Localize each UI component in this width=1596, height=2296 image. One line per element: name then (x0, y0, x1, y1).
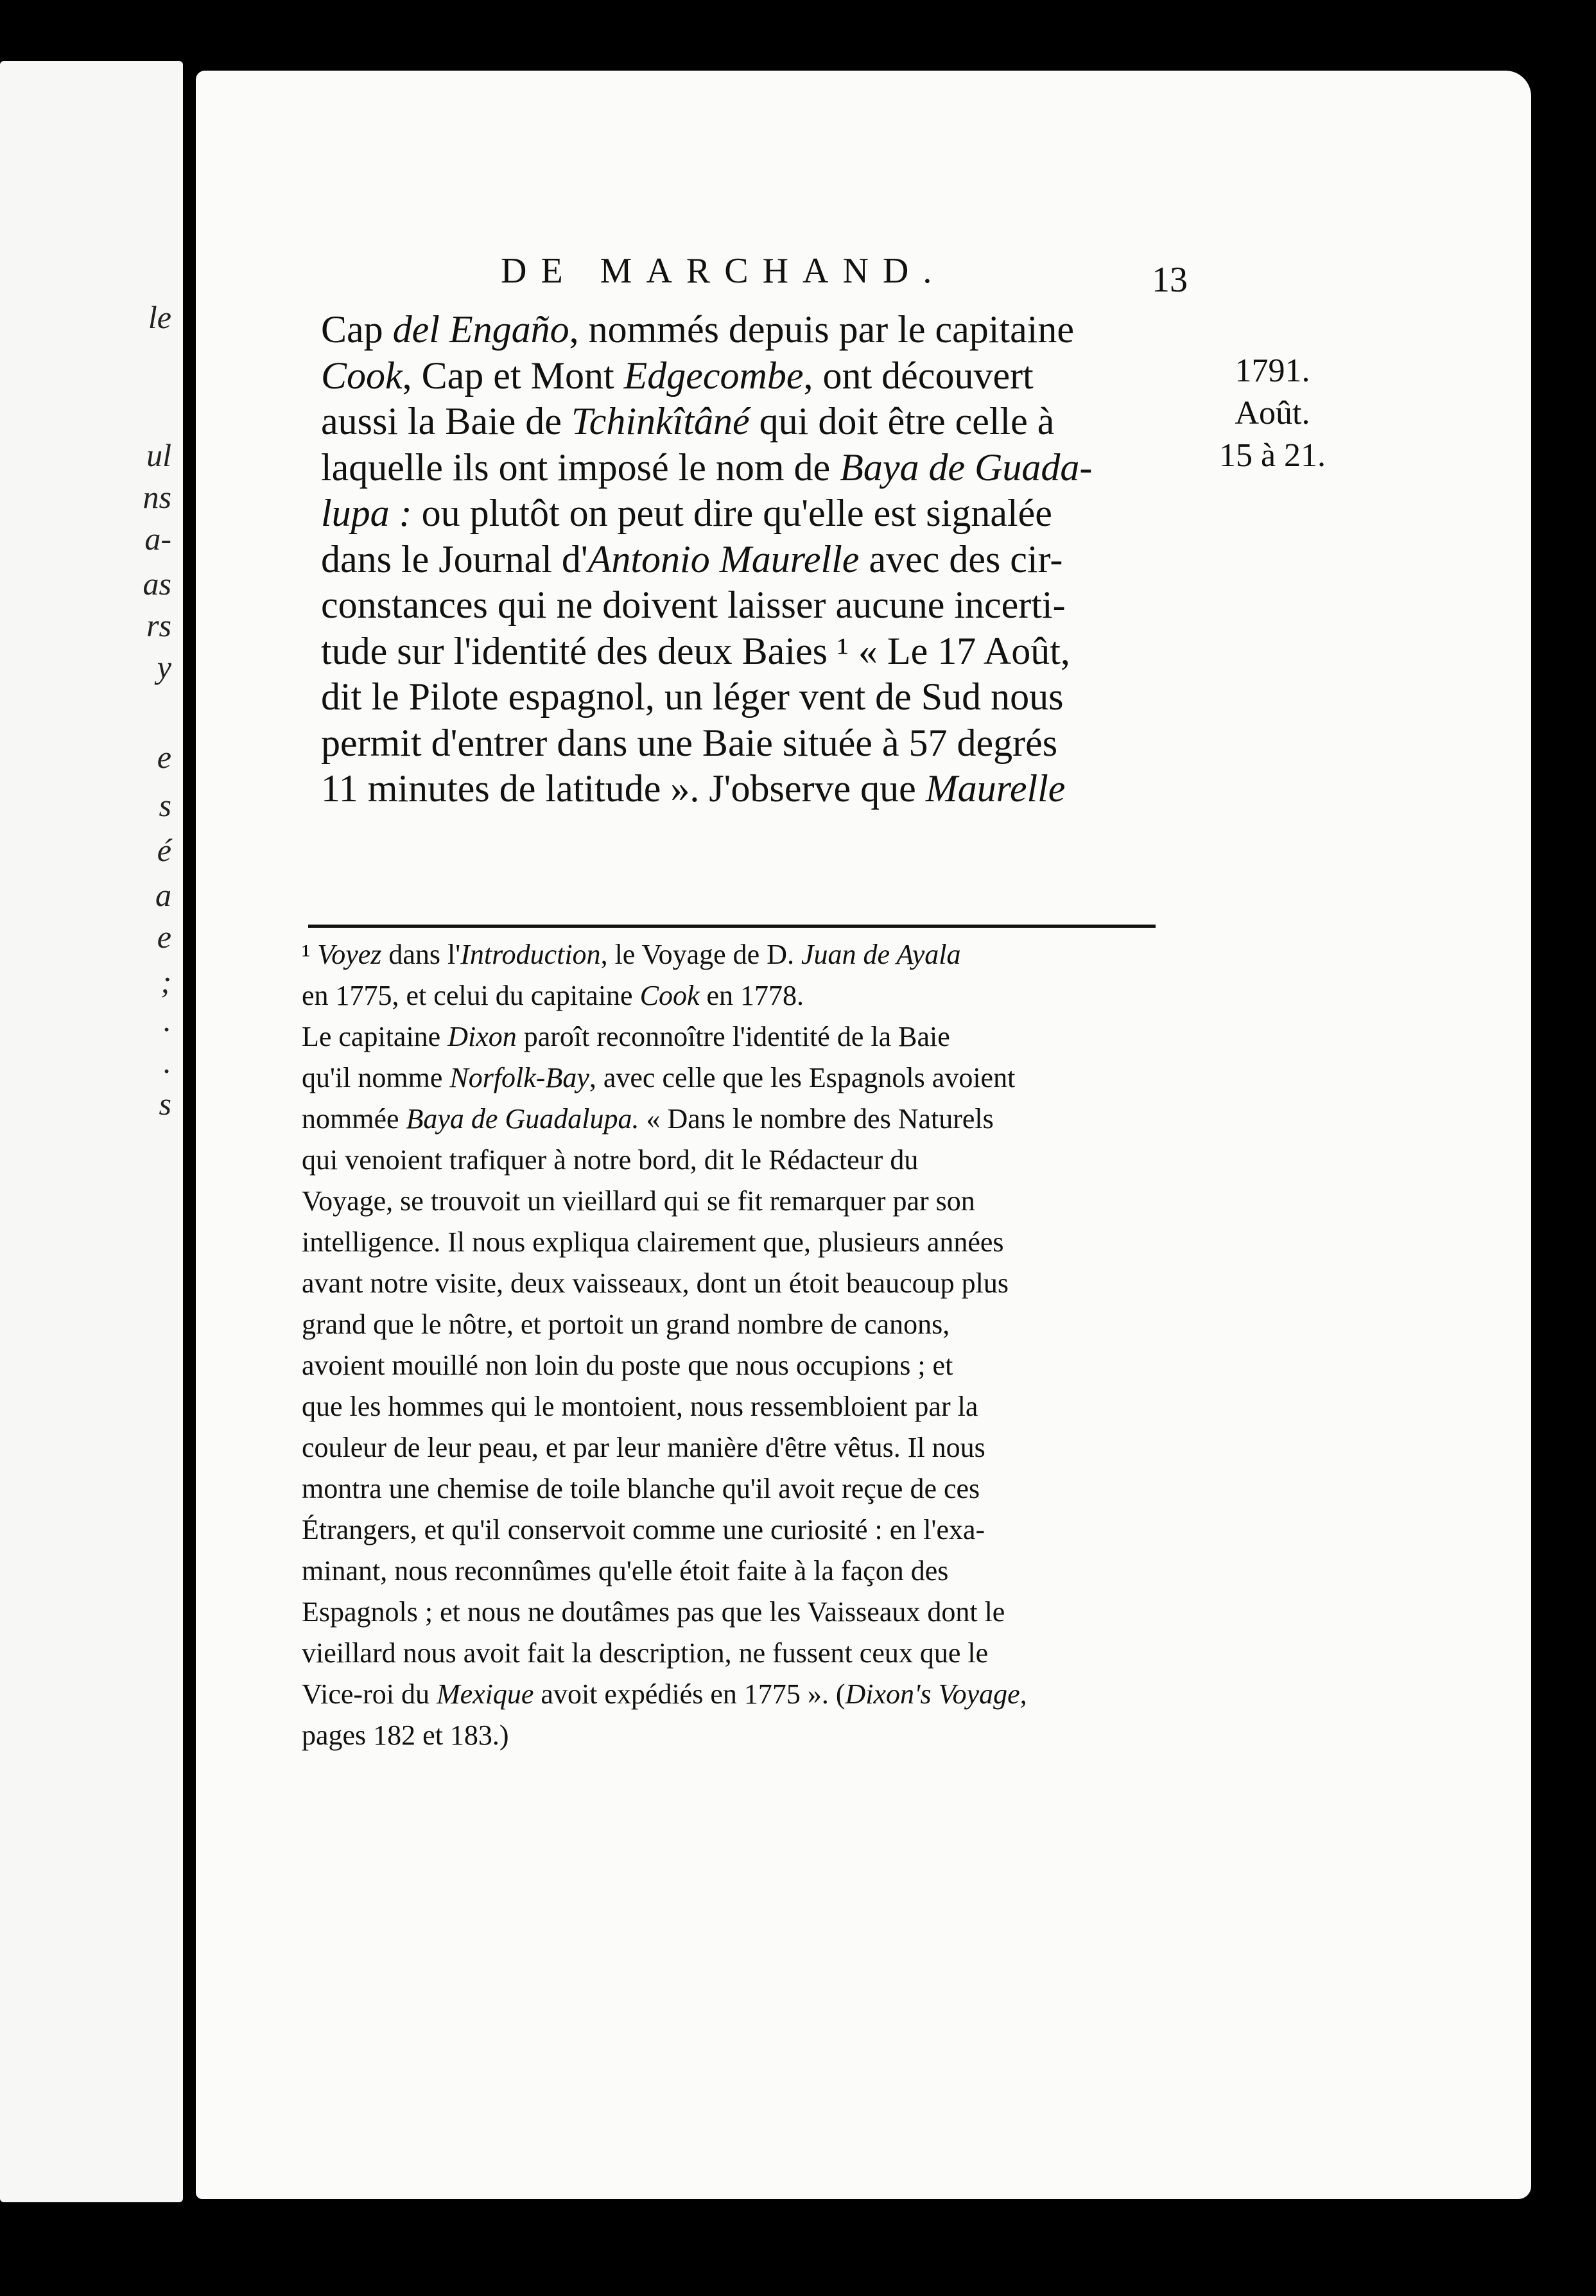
text-run: minant, nous reconnûmes qu'elle étoit faite à la façon des (302, 1555, 949, 1587)
text-run: Le capitaine (302, 1021, 448, 1052)
italic-text: Juan de Ayala (801, 939, 961, 970)
italic-text: Maurelle (925, 767, 1066, 810)
text-run: dans le Journal d' (321, 537, 588, 580)
text-run: pages 182 et 183.) (302, 1719, 509, 1751)
footnote-line (302, 1222, 1162, 1263)
footnote-line (302, 1057, 1162, 1099)
footnote-line (302, 1304, 1162, 1345)
body-line (321, 537, 1175, 583)
text-run: permit d'entrer dans une Baie située à 57 degrés (321, 721, 1058, 764)
body-line (321, 491, 1175, 537)
margin-month: Août. (1235, 395, 1310, 431)
body-line (321, 445, 1175, 491)
body-line (321, 399, 1175, 445)
text-run: ¹ (302, 939, 318, 970)
left-page-fragment: s (159, 787, 171, 823)
margin-year: 1791. (1235, 352, 1310, 389)
italic-text: Introduction (460, 939, 601, 970)
italic-text: Cook (639, 980, 700, 1011)
text-run: constances qui ne doivent laisser aucune incerti- (321, 584, 1066, 626)
text-run: avoit expédiés en 1775 ». ( (533, 1678, 846, 1710)
italic-text: Dixon (447, 1021, 517, 1052)
body-line (321, 353, 1175, 399)
margin-days: 15 à 21. (1219, 437, 1326, 474)
text-run: dans l' (381, 939, 461, 970)
footnote-line (302, 1674, 1162, 1715)
main-body-text (321, 307, 1175, 812)
text-run: avant notre visite, deux vaisseaux, dont un étoit beaucoup plus (302, 1267, 1009, 1299)
italic-text: Baya de Guadalupa. (406, 1103, 639, 1135)
text-run: tude sur l'identité des deux Baies ¹ « Le 17 Août, (321, 629, 1070, 672)
running-title: DE MARCHAND. (501, 251, 946, 291)
text-run: en 1775, et celui du capitaine (302, 980, 640, 1011)
left-page-fragment: le (148, 299, 171, 335)
text-run: , nommés depuis par le capitaine (569, 308, 1075, 351)
body-line (321, 307, 1175, 353)
footnote-line (302, 1427, 1162, 1468)
footnote-line (302, 1099, 1162, 1140)
text-run: avoient mouillé non loin du poste que nous occupions ; et (302, 1350, 953, 1381)
footnote-rule (308, 925, 1156, 928)
italic-text: Edgecombe (623, 354, 804, 397)
left-page-fragment: e (157, 739, 171, 775)
italic-text: Baya de Guada- (840, 446, 1093, 489)
body-line (321, 674, 1175, 720)
text-run: vieillard nous avoit fait la description, ne fussent ceux que le (302, 1637, 989, 1669)
left-page-fragment: a (155, 877, 171, 913)
text-run: qui venoient trafiquer à notre bord, dit le Rédacteur du (302, 1144, 919, 1176)
body-line (321, 720, 1175, 767)
footnote-line (302, 1140, 1162, 1181)
italic-text: Norfolk-Bay (449, 1062, 589, 1093)
footnote-line (302, 1633, 1162, 1674)
text-run: grand que le nôtre, et portoit un grand nombre de canons, (302, 1309, 950, 1340)
italic-text: Tchinkîtâné (571, 400, 750, 442)
left-page-fragment: s (159, 1086, 171, 1122)
text-run: intelligence. Il nous expliqua clairement que, plusieurs années (302, 1226, 1004, 1258)
footnote-line (302, 1386, 1162, 1427)
left-page-fragment: a- (144, 521, 171, 557)
left-page-fragment: . (163, 1002, 171, 1038)
left-page-edge (0, 61, 183, 2202)
text-run: paroît reconnoître l'identité de la Baie (516, 1021, 950, 1052)
italic-text: Antonio Maurelle (587, 537, 860, 580)
footnote-line (302, 1468, 1162, 1509)
italic-text: del Engaño (392, 308, 569, 351)
text-run: , le Voyage de D. (600, 939, 801, 970)
text-run: qu'il nomme (302, 1062, 450, 1093)
running-head (315, 250, 1194, 302)
italic-text: Cook (321, 354, 403, 397)
footnote-line (302, 1345, 1162, 1386)
left-page-fragment: as (143, 566, 171, 602)
footnote-line (302, 975, 1162, 1016)
footnote-line (302, 1016, 1162, 1057)
text-run: ou plutôt on peut dire qu'elle est signalée (412, 492, 1052, 534)
body-line (321, 582, 1175, 629)
footnote-line (302, 1715, 1162, 1756)
left-page-fragment: é (157, 832, 171, 868)
body-line (321, 629, 1175, 675)
footnote-line (302, 934, 1162, 975)
margin-date-note (1195, 350, 1349, 477)
left-page-fragment: rs (146, 607, 171, 643)
text-run: Espagnols ; et nous ne doutâmes pas que les Vaisseaux dont le (302, 1596, 1005, 1628)
footnote-line (302, 1509, 1162, 1551)
left-page-fragment: y (157, 649, 171, 685)
text-run: que les hommes qui le montoient, nous ressembloient par la (302, 1391, 978, 1422)
text-run: Vice-roi du (302, 1678, 437, 1710)
footnote-line (302, 1592, 1162, 1633)
left-page-fragment: ul (146, 437, 171, 473)
italic-text: Voyez (317, 939, 382, 970)
left-page-fragment: ns (143, 479, 171, 515)
text-run: Voyage, se trouvoit un vieillard qui se fit remarquer par son (302, 1185, 975, 1217)
text-run: Étrangers, et qu'il conservoit comme une curiosité : en l'exa- (302, 1514, 985, 1545)
text-run: , ont découvert (803, 354, 1034, 397)
text-run: montra une chemise de toile blanche qu'il avoit reçue de ces (302, 1473, 980, 1504)
text-run: qui doit être celle à (749, 400, 1055, 442)
text-run: aussi la Baie de (321, 400, 571, 442)
text-run: , Cap et Mont (402, 354, 624, 397)
text-run: , avec celle que les Espagnols avoient (589, 1062, 1016, 1093)
text-run: dit le Pilote espagnol, un léger vent de Sud nous (321, 675, 1064, 718)
text-run: laquelle ils ont imposé le nom de (321, 446, 840, 489)
text-run: avec des cir- (859, 537, 1063, 580)
text-run: « Dans le nombre des Naturels (639, 1103, 994, 1135)
italic-text: lupa : (321, 492, 412, 534)
footnote-line (302, 1181, 1162, 1222)
text-run: en 1778. (699, 980, 804, 1011)
left-page-fragment: . (163, 1044, 171, 1080)
left-page-fragment: ; (160, 964, 171, 1000)
footnote-line (302, 1551, 1162, 1592)
text-run: Cap (321, 308, 393, 351)
text-run: couleur de leur peau, et par leur manière d'être vêtus. Il nous (302, 1432, 985, 1463)
italic-text: Dixon's Voyage, (845, 1678, 1027, 1710)
page-number: 13 (1152, 260, 1188, 300)
body-line (321, 766, 1175, 812)
text-run: nommée (302, 1103, 406, 1135)
text-run: 11 minutes de latitude ». J'observe que (321, 767, 926, 810)
footnote-block (302, 934, 1162, 1756)
footnote-line (302, 1263, 1162, 1304)
italic-text: Mexique (436, 1678, 534, 1710)
left-page-fragment: e (157, 919, 171, 955)
